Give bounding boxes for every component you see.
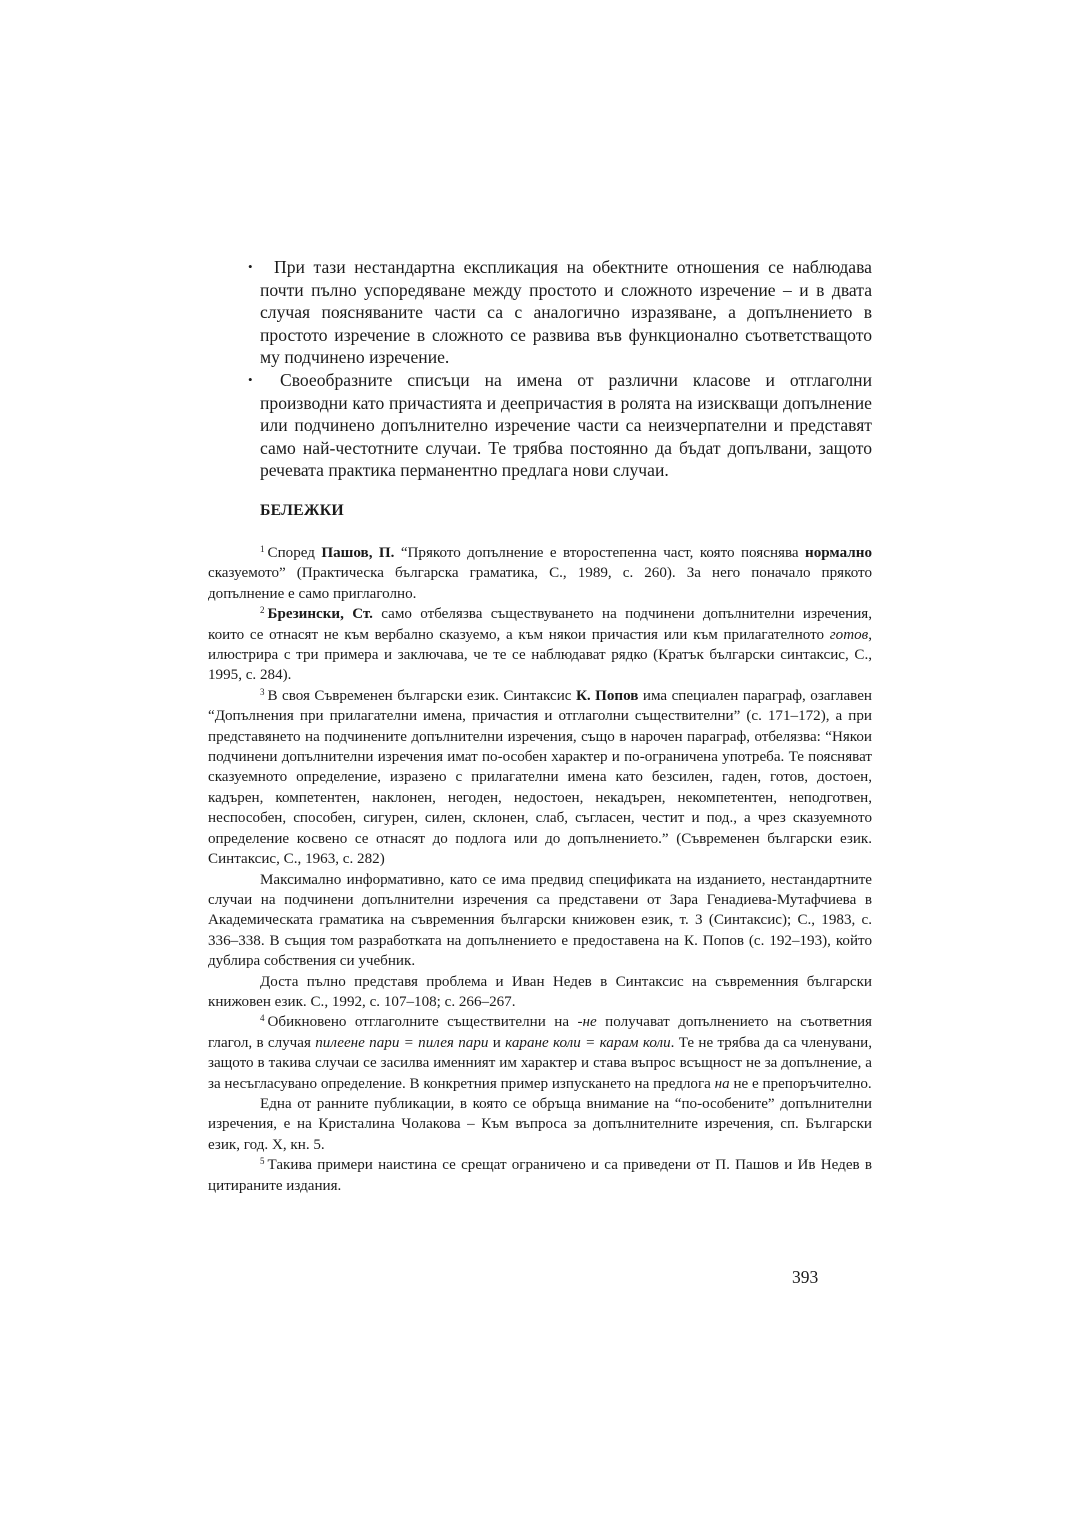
list-item <box>248 256 872 369</box>
footnotes <box>208 543 872 1196</box>
footnote-3-continued: Максимално информативно, като се има предвид спецификата на изданието, нестандартните случаи на подчинени допълнителни изречения са представени от Зара Генадиева-Мутафчиева в Академическата граматика на съвременния български книжовен език, т. 3 (Синтаксис); С., 1983, с. 336–338. В същия том разработката на допълнението е предоставена на К. Попов (с. 192–193), който дублира собствения си учебник. <box>208 871 872 970</box>
bullet-mark: • <box>248 371 253 387</box>
footnote-number: 1 <box>260 544 265 554</box>
bullet-mark: • <box>248 259 253 274</box>
list-item <box>248 369 872 482</box>
example: каране коли = карам коли <box>505 1034 671 1051</box>
notes-heading: БЕЛЕЖКИ <box>260 502 344 519</box>
emphasis: готов <box>829 626 869 643</box>
cited-author: Пашов, П. <box>321 545 395 561</box>
list-item-text: При тази нестандартна експликация на обектните отношения се наблюдава почти пълно успоредяване между простото и сложното изречение – и в двата случая поясняваните части са с аналогично изразяване, а допълнението в простото изречение в сложното се развива във функционално съответстващото му подчинено изречение. <box>260 257 872 368</box>
footnote-5: $^5$ Такива примери наистина се срещат ограничено и са приведени от П. Пашов и Ив Недев в цитираните издания. <box>208 1156 872 1194</box>
footnote-2: $^2$ Брезински, Ст. само отбелязва съществуването на подчинени допълнителни изречения, които се отнасят не към вербално сказуемо, а към някои причастия или към прилагателното готов, илюстрира с три примера и заключава, че те се наблюдават рядко (Кратък български синтаксис, С., 1995, с. 284). <box>208 605 872 684</box>
conclusions-list <box>248 256 872 482</box>
cited-author: Брезински, Ст. <box>267 606 373 623</box>
page-number: 393 <box>792 1267 819 1287</box>
footnote-number: 5 <box>260 1156 265 1167</box>
footnote-number: 2 <box>260 605 265 616</box>
emphasis: на <box>714 1075 730 1092</box>
footnote-number: 4 <box>260 1013 265 1024</box>
footnote-4-continued: Една от ранните публикации, в която се обръща внимание на “по-особените” допълнителни изречения, е на Кристалина Чолакова – Към въпроса за допълнителните изречения, сп. Български език, год. X, кн. 5. <box>208 1095 872 1153</box>
emphasis: нормално <box>805 545 872 561</box>
example: пилеене пари = пилея пари <box>315 1034 489 1051</box>
emphasis: -не <box>577 1014 597 1031</box>
list-item-text: Своеобразните списъци на имена от различни класове и отглаголни производни като причастията и деепричастия в ролята на изискващи допълнение или подчинено допълнително изречение части са неизчерпателни и представят само най-честотните случаи. Те трябва постоянно да бъдат допълвани, защото речевата практика перманентно предлага нови случаи. <box>260 369 872 481</box>
footnote-3: $^3$ В своя Съвременен български език. Синтаксис К. Попов има специален параграф, озаглавен “Допълнения при прилагателни имена, причастия и отглаголни съществителни” (с. 171–172), а при представянето на подчинените допълнителни изречения, също в нарочен параграф, отбелязва: “Някои подчинени допълнителни изречения имат по-особен характер и по-ограничена употреба. Те поясняват сказуемното определение, изразено с прилагателни имена като безсилен, гаден, готов, достоен, кадърен, компетентен, наклонен, негоден, недостоен, некадърен, некомпетентен, неподготвен, неспособен, способен, сигурен, силен, склонен, слаб, съгласен, честит и под., а чрез сказуемното определение косвено се отнасят до подлога или до допълнението.” (Съвременен български език. Синтаксис, С., 1963, с. 282) <box>208 686 872 868</box>
footnote-1: $^1$ Според Пашов, П. “Прякото допълнение е второстепенна част, която пояснява нормално сказуемото” (Практическа българска граматика, С., 1989, с. 260). За него поначало прякото допълнение е само приглаголно. <box>208 544 872 602</box>
footnote-3-continued: Доста пълно представя проблема и Иван Недев в Синтаксис на съвременния български книжовен език. С., 1992, с. 107–108; с. 266–267. <box>208 973 872 1010</box>
cited-author: К. Попов <box>575 687 639 704</box>
footnote-number: 3 <box>260 686 265 697</box>
footnote-4: $^4$ Обикновено отглаголните съществителни на -не получават допълнението на съответния глагол, в случая пилеене пари = пилея пари и каране коли = карам коли. Те не трябва да са членувани, защото в такива случаи се засилва именният им характер и става въпрос всъщност не за допълнение, а за несъгласувано определение. В конкретния пример изпускането на предлога на не е препоръчително. <box>208 1013 873 1092</box>
